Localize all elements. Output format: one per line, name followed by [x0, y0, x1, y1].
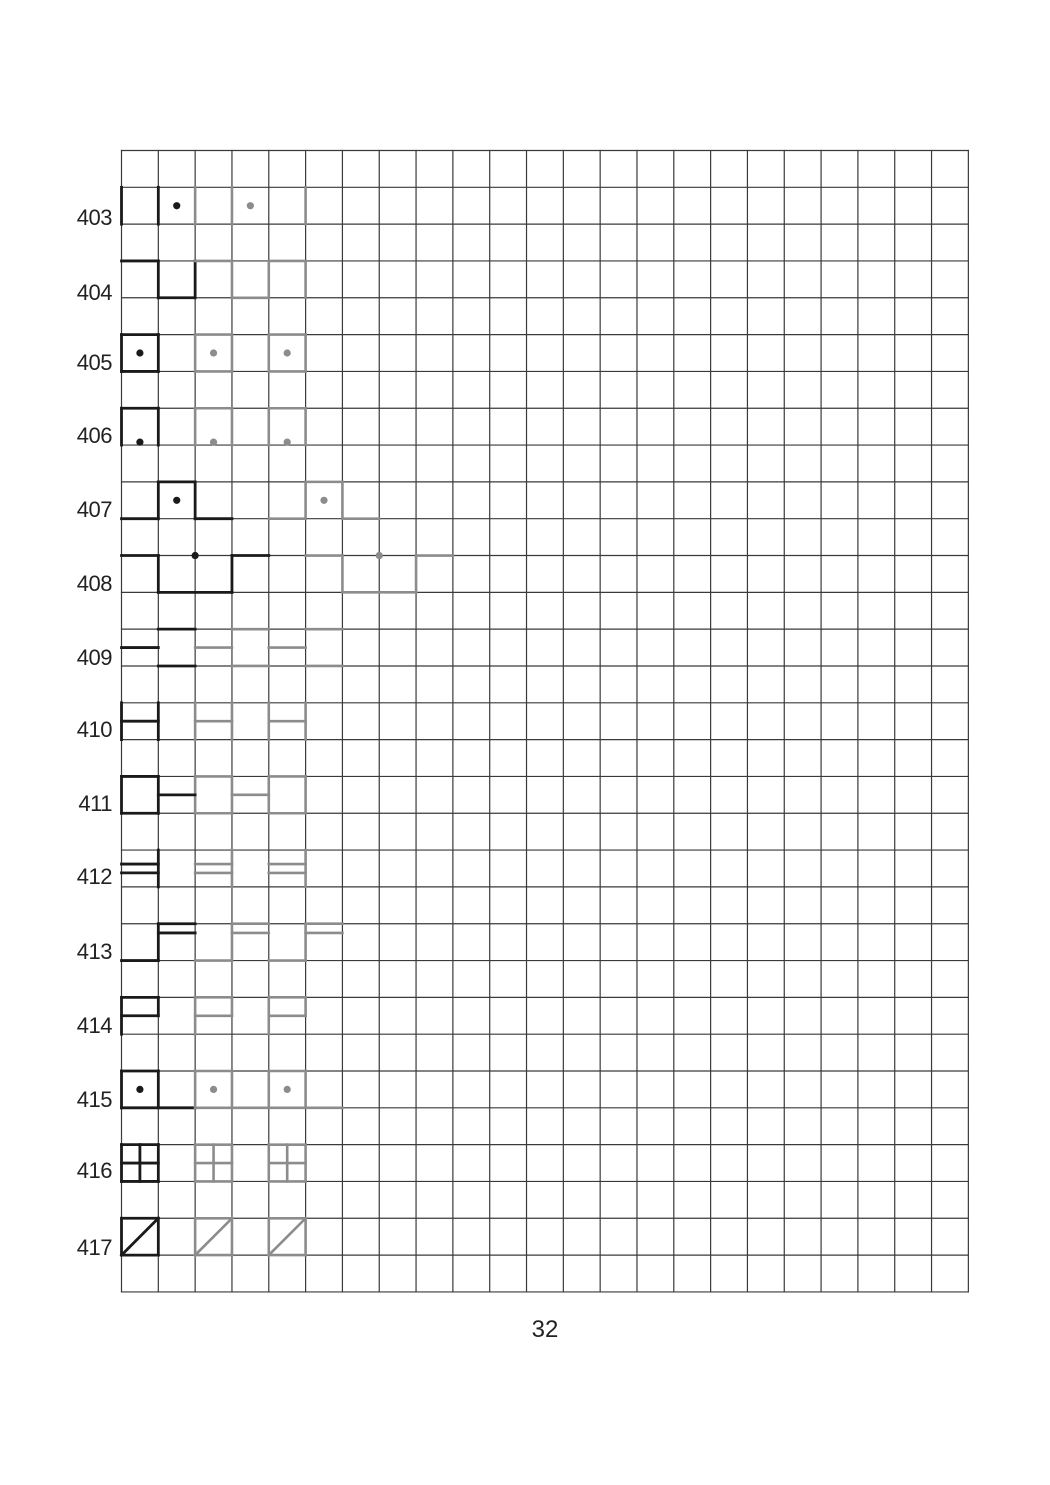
trace-406-dot: [210, 439, 217, 446]
exercise-number-410: 410: [76, 717, 112, 742]
exercise-number-413: 413: [76, 939, 112, 964]
trace-407-dot: [320, 497, 327, 504]
exercise-number-409: 409: [76, 645, 112, 670]
trace-415-dot: [210, 1086, 217, 1093]
trace-417-stroke: [195, 1218, 232, 1255]
trace-406-dot: [284, 439, 291, 446]
exercise-number-407: 407: [76, 497, 112, 522]
exercise-number-414: 414: [76, 1013, 112, 1038]
exercise-number-404: 404: [76, 280, 112, 305]
trace-417-stroke: [269, 1218, 306, 1255]
trace-405-dot: [210, 349, 217, 356]
pattern-408-dot: [192, 552, 199, 559]
trace-403-dot: [247, 202, 254, 209]
pattern-403-dot: [173, 202, 180, 209]
page-number: 32: [531, 1316, 559, 1343]
pattern-407-dot: [173, 497, 180, 504]
trace-408-dot: [376, 552, 383, 559]
trace-415-dot: [284, 1086, 291, 1093]
pattern-405-dot: [136, 349, 143, 356]
pattern-417-stroke: [122, 1218, 159, 1255]
pattern-415-dot: [136, 1086, 143, 1093]
trace-405-dot: [284, 349, 291, 356]
exercise-number-406: 406: [76, 423, 112, 448]
exercise-number-403: 403: [76, 205, 112, 230]
exercise-number-411: 411: [78, 791, 112, 816]
pattern-406-dot: [136, 439, 143, 446]
exercise-number-405: 405: [76, 350, 112, 375]
exercise-number-417: 417: [76, 1235, 112, 1260]
exercise-number-408: 408: [76, 571, 112, 596]
exercise-number-412: 412: [76, 864, 112, 889]
exercise-number-416: 416: [76, 1158, 112, 1183]
exercise-number-415: 415: [76, 1087, 112, 1112]
